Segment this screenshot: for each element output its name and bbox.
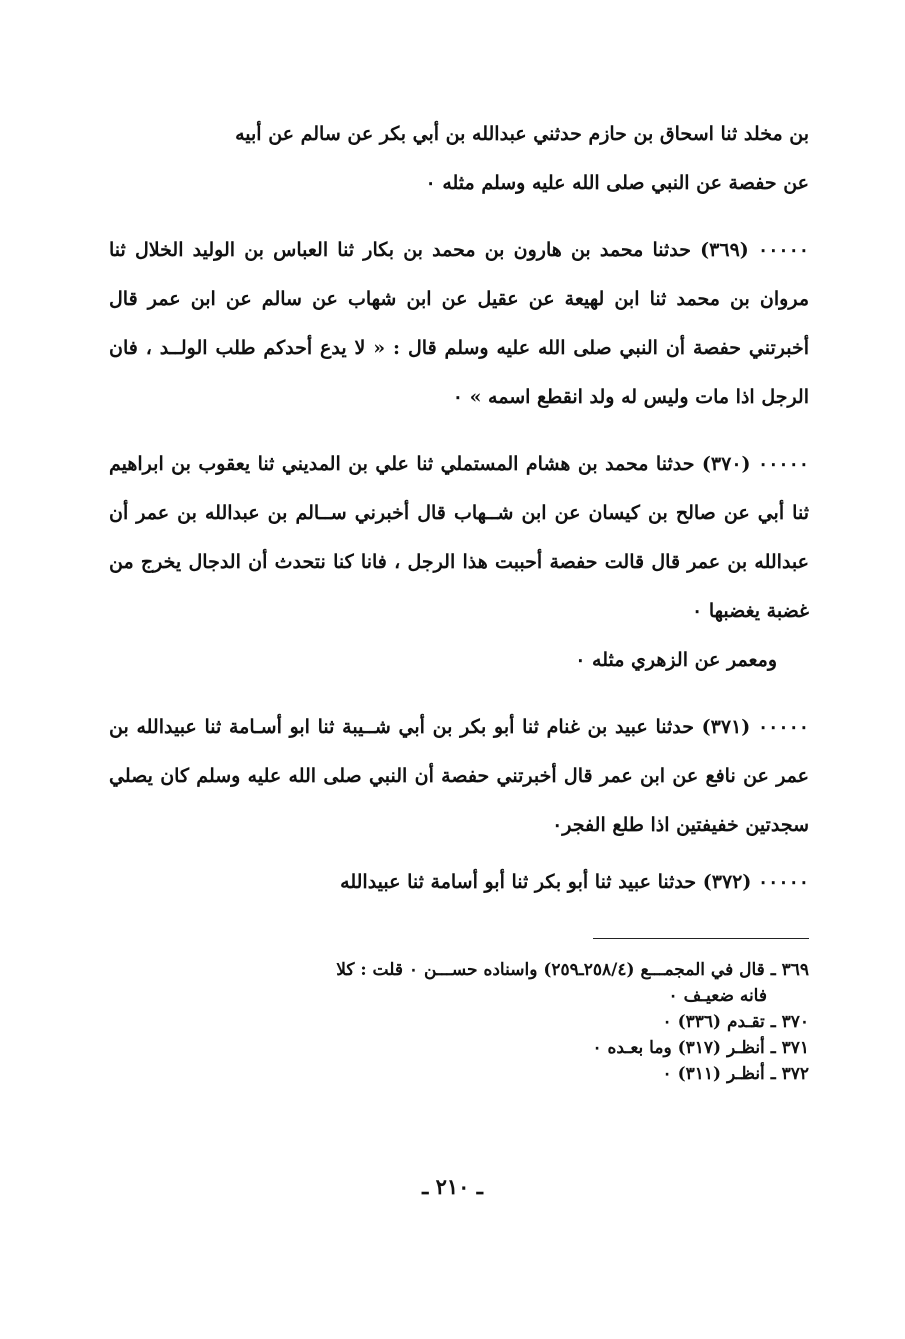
footnote-370: ٣٧٠ ـ تقـدم (٣٣٦) ٠ — [662, 1012, 809, 1032]
paragraph-gap — [109, 422, 809, 440]
footnote-371: ٣٧١ ـ أنظـر (٣١٧) وما بعـده ٠ — [592, 1038, 809, 1058]
main-text — [109, 110, 809, 907]
hadith-371: ٠٠٠٠٠ (٣٧١) حدثنا عبيد بن غنام ثنا أبو بكر بن أبي شــيبة ثنا ابو أسـامة ثنا عبيدالله بن عمر عن نافع عن ابن عمر قال أخبرتني حفصة أن النبي صلى الله عليه وسلم كان يصلي سجدتين خفيفتين اذا طلع الفجر٠ — [109, 716, 809, 836]
page-number: ـ ٢١٠ ـ — [422, 1174, 483, 1199]
hadith-370: ٠٠٠٠٠ (٣٧٠) حدثنا محمد بن هشام المستملي ثنا علي بن المديني ثنا يعقوب بن ابراهيم ثنا أبي عن صالح بن كيسان عن ابن شــهاب قال أخبرني ســالم بن عبدالله بن عمر أن عبدالله بن عمر قال قالت حفصة أحببت هذا الرجل ، فانا كنا نتحدث أن الدجال يخرج من غضبة يغضبها ٠ — [109, 453, 810, 622]
footnote-divider — [593, 938, 809, 939]
hadith-372: ٠٠٠٠٠ (٣٧٢) حدثنا عبيد ثنا أبو بكر ثنا أبو أسامة ثنا عبيدالله — [340, 871, 809, 893]
paragraph-gap — [109, 850, 809, 858]
paragraph-gap — [109, 208, 809, 226]
footnote-369-line-1: ٣٦٩ ـ قال في المجمـــع (٢٥٨/٤ـ٢٥٩) واسناده حســـن ٠ قلت : كلا — [336, 960, 809, 980]
paragraph-continuation-line-2: عن حفصة عن النبي صلى الله عليه وسلم مثله ٠ — [425, 172, 809, 194]
footnote-369-line-2: فانه ضعيـف ٠ — [668, 986, 767, 1006]
paragraph-continuation-line-1: بن مخلد ثنا اسحاق بن حازم حدثني عبدالله بن أبي بكر عن سالم عن أبيه — [235, 123, 809, 145]
footnotes — [109, 957, 809, 1087]
hadith-370-tail: ومعمر عن الزهري مثله ٠ — [575, 649, 777, 671]
paragraph-gap — [109, 685, 809, 703]
footnote-372: ٣٧٢ ـ أنظـر (٣١١) ٠ — [662, 1064, 809, 1084]
hadith-369: ٠٠٠٠٠ (٣٦٩) حدثنا محمد بن هارون بن محمد بن بكار ثنا العباس بن الوليد الخلال ثنا مروان بن محمد ثنا ابن لهيعة عن عقيل عن ابن شهاب عن سالم عن ابن عمر قال أخبرتني حفصة أن النبي صلى الله عليه وسلم قال : « لا يدع أحدكم طلب الولــد ، فان الرجل اذا مات وليس له ولد انقطع اسمه » ٠ — [109, 239, 810, 408]
